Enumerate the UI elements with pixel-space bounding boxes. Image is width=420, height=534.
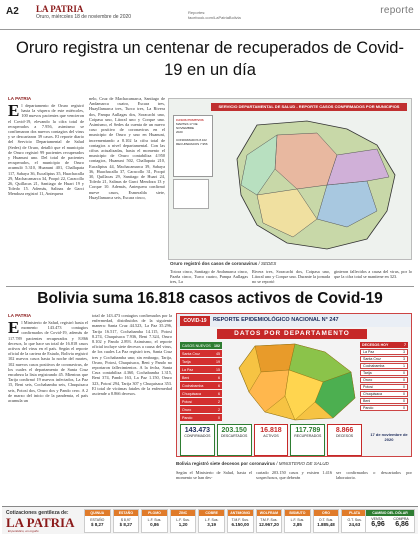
quote-value: 12.967,20: [258, 522, 279, 527]
legend-line: MARTES 17 DE NOVIEMBRE: [176, 122, 198, 130]
table-row: [180, 414, 222, 421]
map-legend: [173, 115, 213, 177]
total-value: 8.866: [335, 427, 354, 434]
story1-column-3: [170, 269, 248, 287]
dep-name: Tarija: [363, 371, 372, 376]
legend-line: RECUPERADOS 7.956: [176, 142, 208, 146]
bolivia-map: [225, 342, 359, 422]
total-value: 203.150: [221, 427, 247, 434]
dep-count: 19: [216, 359, 220, 364]
total-box: [254, 424, 289, 456]
quote-unit: O.T. Sus.: [318, 518, 334, 522]
story2-text-4: cartado 203.150 casos y existen 1.416 sospechosos, que deberán: [256, 470, 332, 481]
dep-count: 0: [403, 391, 405, 396]
dep-name: Pando: [182, 415, 193, 420]
dep-count: 0: [218, 415, 220, 420]
quote-cell: [256, 509, 283, 533]
table-row: [180, 366, 222, 373]
total-label: CONFIRMADOS: [184, 434, 211, 438]
table-row: [180, 398, 222, 405]
quote-unit: T.M.F. Sus.: [260, 518, 278, 522]
sell-value: 6,86: [395, 521, 409, 528]
quote-cell: [284, 509, 311, 533]
dollar-title: CAMBIO DEL DÓLAR: [366, 510, 414, 516]
quote-cell: [141, 509, 168, 533]
dep-count: 6: [218, 375, 220, 380]
table-row: [180, 374, 222, 381]
sell-label: COMPRA: [393, 517, 409, 521]
table-row: [180, 390, 222, 397]
dep-count: 3: [403, 357, 405, 362]
story1-text-3: Totora cinco, Santiago de Andamarca cinco, Pazña cinco, Turco cuatro, Pampa Aullagas tres, La: [170, 269, 248, 285]
dep-name: Chuquisaca: [363, 391, 382, 396]
table-row: [180, 382, 222, 389]
table-row: [360, 384, 408, 390]
total-value: 117.789: [295, 427, 321, 434]
quote-unit: T.M.F. Sus.: [231, 518, 249, 522]
quote-unit: O.T. Sus.: [347, 518, 362, 522]
report-date: 17 de noviembre de 2020: [370, 432, 408, 442]
logo-slogan: El periódico, en orgullo: [8, 529, 39, 533]
dep-name: Beni: [363, 398, 371, 403]
table-row: [360, 370, 408, 376]
page-header: [0, 0, 420, 30]
story1-text-1: l departamento de Oruro registró hasta la víspera de este miércoles, 100 nuevos pacientes que vencieron el Covid-19, elevando la cifra total de recuperados a 7.956, asimismo se confirmaron dos nuevos contagios del virus y se descartaron 39 casos. El reporte diario del Servicio Departamental de Salud (Sedes) de Oruro, detalló que el municipio de Oruro registró 99 pacientes recuperados y Huanuni uno. Del total de pacientes recuperados, el municipio de Oruro acumuló 5.310, Huanuni 401, Challapata 117, Sabaya 36, Eucaliptus 35, Huachacalla 29, Machacamarca 34, Poopó 22, Caracollo 26, Quillacas 21, Santiago de Huari 19 y Toledo 15. Además, Salinas de Garci Mendoza registró 11, Antequera: [8, 103, 84, 197]
story1-text-4: Rivera tres, Soracachi dos, Coipasa uno, Litoral uno y Corque uno. Durante la jornada no se reportó: [252, 269, 330, 285]
deaths-total: 7: [404, 343, 406, 348]
dep-count: 0: [403, 371, 405, 376]
report-subtitle: DATOS POR DEPARTAMENTO: [217, 329, 367, 339]
buy-label: VENTA: [371, 517, 383, 521]
quote-name: ORO: [314, 510, 339, 516]
dep-count: 45: [216, 351, 220, 356]
total-box: [327, 424, 362, 456]
total-box: [290, 424, 325, 456]
oruro-map-graphic: [168, 98, 412, 260]
quote-cell: [227, 509, 254, 533]
table-row: [360, 398, 408, 404]
dep-name: Potosí: [363, 385, 374, 389]
caption-source: / SEDES: [257, 261, 277, 266]
total-label: ACTIVOS: [263, 434, 279, 438]
map-title: SERVICIO DEPARTAMENTAL DE SALUD - REPORTE CASOS CONFIRMADOS POR MUNICIPIOS: [211, 103, 407, 111]
dep-name: Potosí: [182, 399, 193, 404]
page-number: A2: [6, 6, 19, 17]
deaths-header: [360, 342, 408, 348]
legend-line: CASOS POSITIVOS: [176, 118, 204, 122]
publication-name: LA PATRIA: [36, 4, 84, 14]
quote-name: ZINC: [171, 510, 196, 516]
total-value: 16.818: [260, 427, 282, 434]
drop-cap: E: [8, 101, 20, 120]
map-caption: [170, 261, 276, 266]
table-row: [360, 391, 408, 397]
quote-cell: [198, 509, 225, 533]
quote-unit: ESTAÑO: [90, 518, 105, 522]
legend-line: CONFIRMADOS 8.102: [176, 138, 207, 142]
total-value: 143.473: [184, 427, 211, 434]
dep-name: Cochabamba: [363, 364, 385, 369]
dep-name: Chuquisaca: [182, 391, 201, 396]
table-row: [180, 406, 222, 413]
new-cases-label: CASOS NUEVOS: [182, 343, 211, 348]
quote-name: ANTIMONIO: [228, 510, 253, 516]
quote-value: 2,85: [293, 522, 302, 527]
new-cases-header: [180, 342, 222, 349]
credit-line: Reportes:: [188, 10, 206, 15]
report-header: [177, 314, 411, 327]
caption-source: / MINISTERIO DE SALUD: [275, 461, 329, 466]
totals-strip: [180, 424, 362, 456]
quote-cell: [84, 509, 111, 533]
story1-headline: Oruro registra un centenar de recuperados de Covid-19 en un día: [16, 39, 404, 79]
quote-value: $ 8,27: [91, 522, 104, 527]
dep-name: Beni: [182, 375, 190, 380]
dep-count: 2: [218, 399, 220, 404]
quote-unit: L.F. Sus.: [290, 518, 305, 522]
quote-name: PLOMO: [142, 510, 167, 516]
quote-cell: [313, 509, 340, 533]
quote-cell: [170, 509, 197, 533]
quote-value: 6.150,00: [231, 522, 250, 527]
dollar-exchange: [365, 509, 415, 533]
quote-value: 0,86: [150, 522, 159, 527]
dep-name: Oruro: [363, 378, 373, 383]
quote-name: BISMUTO: [285, 510, 310, 516]
total-label: DESCARTADOS: [221, 434, 248, 438]
issue-date: Oruro, miércoles 18 de noviembre de 2020: [36, 14, 132, 20]
story2-column-1: [8, 313, 88, 503]
quote-value: 24,63: [349, 522, 361, 527]
quote-name: PLATA: [342, 510, 367, 516]
quote-cells: [84, 509, 368, 533]
total-box: [180, 424, 215, 456]
drop-cap: E: [8, 318, 20, 337]
quote-name: COBRE: [199, 510, 224, 516]
story1-column-5: [334, 269, 412, 287]
table-row: [360, 405, 408, 411]
table-row: [360, 363, 408, 369]
dep-name: Santa Cruz: [182, 351, 200, 356]
caption-bold: Oruro registró dos casos de coronavirus: [170, 261, 258, 266]
quote-name: ESTAÑO: [114, 510, 139, 516]
new-cases-total: 102: [214, 343, 220, 348]
new-cases-table: [180, 342, 222, 422]
quote-unit: L.F. Sus.: [147, 518, 162, 522]
deaths-label: DECESOS HOY: [362, 343, 389, 348]
story2-column-3: [176, 470, 252, 500]
total-label: RECUPERADOS: [294, 434, 322, 438]
quote-name: WOLFRAM: [257, 510, 282, 516]
la-patria-logo: LA PATRIA: [6, 515, 75, 530]
dollar-values: [366, 521, 414, 528]
dep-count: 6: [218, 391, 220, 396]
dep-count: 0: [403, 398, 405, 403]
report-caption: [176, 461, 329, 466]
story1-kicker: LA PATRIA: [8, 96, 32, 101]
dep-name: La Paz: [182, 367, 194, 372]
dep-count: 15: [216, 367, 220, 372]
dep-count: 0: [403, 385, 405, 389]
story2-kicker: LA PATRIA: [8, 313, 32, 318]
quote-cell: [341, 509, 368, 533]
dep-name: La Paz: [363, 350, 375, 355]
dep-name: Pando: [363, 405, 374, 410]
dep-count: 1: [403, 364, 405, 369]
quote-value: 3,19: [207, 522, 217, 527]
credit-line: facebook.com/LaPatriaBolivia: [188, 15, 241, 20]
map-inset: [173, 179, 209, 209]
table-row: [360, 349, 408, 355]
story2-text-3: Según el Ministerio de Salud, hasta el momento se han des-: [176, 470, 252, 481]
divider: [6, 286, 414, 287]
table-row: [180, 350, 222, 357]
table-row: [180, 358, 222, 365]
buy-value: 6,96: [371, 521, 385, 528]
dep-name: Tarija: [182, 359, 191, 364]
total-label: DECESOS: [336, 434, 354, 438]
story2-column-4: [256, 470, 332, 500]
dep-name: Santa Cruz: [363, 357, 381, 362]
story1-column-1: [8, 96, 84, 282]
dep-count: 0: [403, 405, 405, 410]
market-quotes-bar: [2, 506, 418, 534]
dep-count: 6: [218, 383, 220, 388]
section-label: reporte: [380, 5, 414, 16]
story2-text-5: ser confirmados o descartados por laboratorio.: [336, 470, 412, 481]
oruro-department-map: [217, 115, 407, 255]
story1-text-2: nelo, Cruz de Machacamarca, Santiago de Andamarca cuatro, Escara tres, Huayllamarca tres, Turco tres, La Rivera dos, Pampa Aullagas dos, Soracachi uno, Coipasa uno, Litoral uno y Corque uno. Asimismo, el Sedes da cuenta de un nuevo caso positivo de coronavirus en el municipio de Oruro y uno en Huanuni, incrementando a 8.102 la cifra total de contagios a nivel departamental. Con las cifras actualizadas, hasta el momento el municipio de Oruro contabiliza 4.950 contagios, Huanuni 502, Challapata 210, Eucaliptus 44, Machacamarca 39, Sabaya 36, Huachacalla 37, Caracollo 31, Poopó 30, Quillacas 29, Santiago de Huari 24, Toledo 21, Salinas de Garci Mendoza 13 y Corque 10. Además, Antequera confirmó nueve casos, Esmeralda siete, Huayllamarca seis, Escara cinco,: [89, 96, 165, 200]
legend-line: 2020: [176, 130, 183, 134]
dep-count: 3: [403, 350, 405, 355]
quote-value: 1,20: [178, 522, 188, 527]
covid-badge: COVID-19: [180, 316, 210, 326]
table-row: [360, 377, 408, 383]
quotes-label: Cotizaciones gentileza de:: [6, 510, 69, 516]
table-row: [360, 356, 408, 362]
story2-headline: Bolivia suma 16.818 casos activos de Covid-19: [37, 290, 383, 307]
story2-column-2: [92, 313, 172, 503]
story1-column-2: [89, 96, 165, 282]
quote-unit: L.F. Sus.: [176, 518, 190, 522]
quote-unit: $ 8,97: [121, 518, 131, 522]
report-title: REPORTE EPIDEMIOLÓGICO NACIONAL N° 247: [213, 317, 339, 323]
dep-count: 2: [218, 407, 220, 412]
caption-bold: Bolivia registró siete decesos por coronavirus: [176, 461, 276, 466]
dep-name: Oruro: [182, 407, 192, 412]
quote-unit: L.F. Sus.: [204, 518, 219, 522]
credits: [188, 10, 241, 20]
dep-name: Cochabamba: [182, 383, 204, 388]
quote-value: $ 8,27: [119, 522, 133, 527]
story2-text-2: total de 143.473 contagios confirmados por la enfermedad, distribuidos de la siguiente manera: Santa Cruz 44.523, La Paz 35.296, Tarija 16.517, Cochabamba 14.115, Potosí 8.274, Chuquisaca 7.936, Beni 7.324, Oruro 8.102 y Pando 2.893. Asimismo, el reporte oficial incluye siete decesos a causa del virus, de los cuales La Paz registró tres, Santa Cruz tres y Cochabamba uno; sin embargo, Tarija, Oruro, Potosí, Chuquisaca, Beni y Pando no reportaron fallecimientos. A la fecha, Santa Cruz contabiliza 4.360, Cochabamba 1.315, Beni 374, Pando 163, La Paz 1.150, Oruro 323, Potosí 294, Tarija 307 y Chuquisaca 353. El total de víctimas fatales de la enfermedad asciende a 8.866 decesos.: [92, 313, 172, 397]
story2-text-1: l Ministerio de Salud, registró hasta el momento 143.473 contagios confirmados de Covid-19, además de 117.789 pacientes recuperados y 8.866 decesos, lo que hace un total de 16.818 casos activos del virus en el país. Según el reporte oficial de la cartera de Estado, Bolivia registró 102 nuevos casos hasta la noche del martes, 102 nuevos casos positivos de coronavirus, de los cuales el departamento de Santa Cruz encabeza la lista registrando 45. Mientras que Tarija confirmó 19 nuevos infectados, La Paz 15, Beni seis, Cochabamba seis, Chuquisaca seis, Potosí dos, Oruro dos y Pando cero. A 2 de marzo del inicio de la pandemia, el país acumula un: [8, 320, 88, 404]
story1-column-4: [252, 269, 330, 287]
quote-cell: [113, 509, 140, 533]
story1-text-5: ginieron fallecidos a causa del virus, por lo que la cifra total se mantiene en 323.: [334, 269, 412, 280]
total-box: [217, 424, 252, 456]
national-report-graphic: [176, 313, 412, 457]
deaths-table: [360, 342, 408, 412]
story2-column-5: [336, 470, 412, 500]
dep-count: 0: [403, 378, 405, 383]
quote-value: 1.885,48: [317, 522, 335, 527]
quote-name: QUINUA: [85, 510, 110, 516]
